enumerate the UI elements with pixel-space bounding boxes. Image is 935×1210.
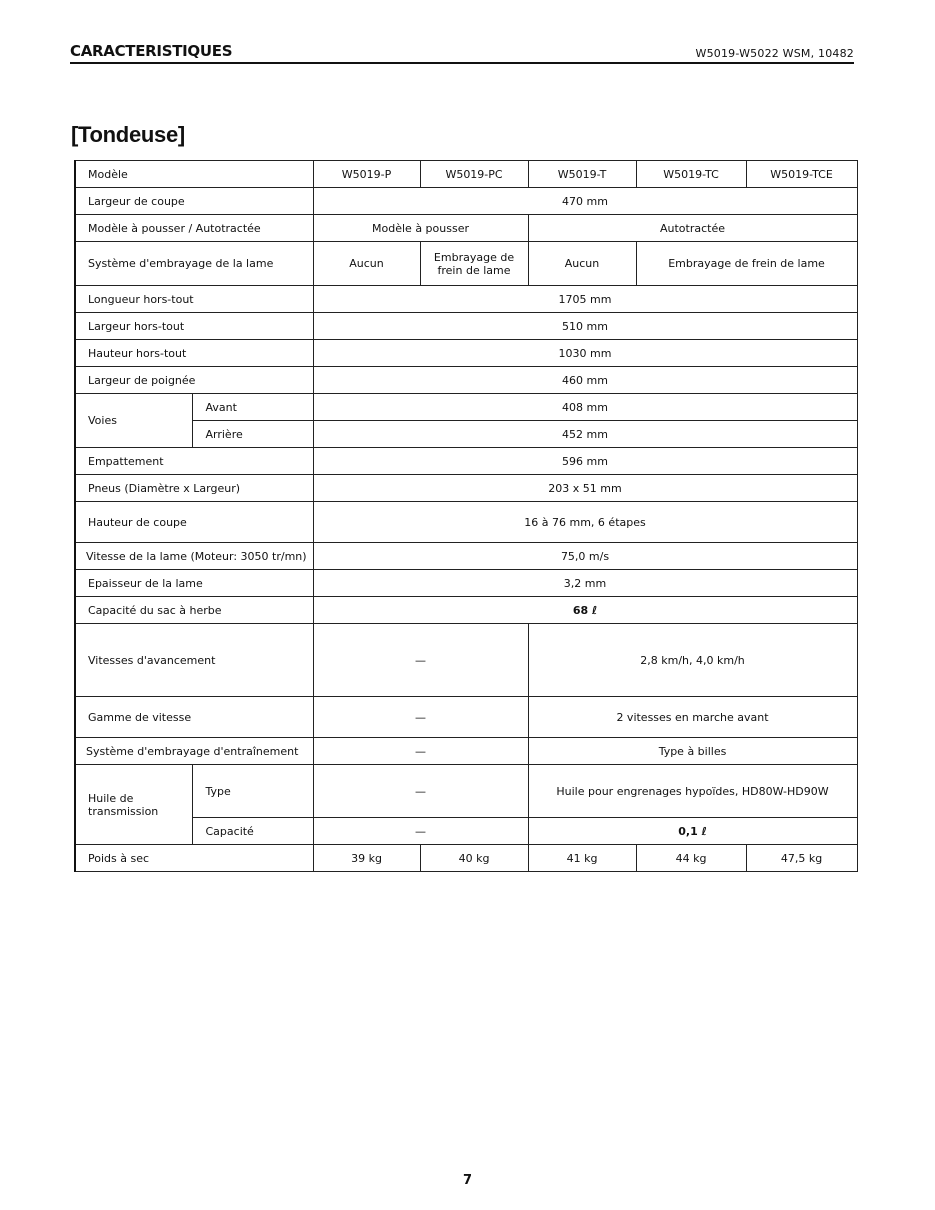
table-row bbox=[75, 448, 857, 475]
row-label-drive-clutch: Système d'embrayage d'entraînement bbox=[75, 738, 313, 765]
row-label-wheelbase: Empattement bbox=[75, 448, 313, 475]
table-row bbox=[75, 286, 857, 313]
table-row bbox=[75, 242, 857, 286]
row-label-tires: Pneus (Diamètre x Largeur) bbox=[75, 475, 313, 502]
value-bag-capacity: 68 ℓ bbox=[313, 597, 857, 624]
value-drive-clutch-push: — bbox=[313, 738, 528, 765]
value-oil-type-push: — bbox=[313, 765, 528, 818]
value-travel-speed-self: 2,8 km/h, 4,0 km/h bbox=[528, 624, 857, 697]
table-row bbox=[75, 570, 857, 597]
sub-label-oil-capacity: Capacité bbox=[192, 818, 313, 845]
row-label-handle-width: Largeur de poignée bbox=[75, 367, 313, 394]
row-label-cut-width: Largeur de coupe bbox=[75, 188, 313, 215]
table-row bbox=[75, 215, 857, 242]
table-row bbox=[75, 313, 857, 340]
table-row bbox=[75, 845, 857, 872]
value-tires: 203 x 51 mm bbox=[313, 475, 857, 502]
table-row bbox=[75, 624, 857, 697]
page-header bbox=[70, 38, 854, 64]
section-title: CARACTERISTIQUES bbox=[70, 42, 233, 60]
row-label-dry-weight: Poids à sec bbox=[75, 845, 313, 872]
sub-label-front: Avant bbox=[192, 394, 313, 421]
table-row bbox=[75, 738, 857, 765]
value-handle-width: 460 mm bbox=[313, 367, 857, 394]
value-drive-clutch-self: Type à billes bbox=[528, 738, 857, 765]
value-width: 510 mm bbox=[313, 313, 857, 340]
value-travel-speed-push: — bbox=[313, 624, 528, 697]
value-oil-capacity-self: 0,1 ℓ bbox=[528, 818, 857, 845]
value-oil-capacity-push: — bbox=[313, 818, 528, 845]
value-track-rear: 452 mm bbox=[313, 421, 857, 448]
model-cell: W5019-TC bbox=[636, 161, 746, 188]
table-row bbox=[75, 765, 857, 818]
value-cut-height: 16 à 76 mm, 6 étapes bbox=[313, 502, 857, 543]
table-row bbox=[75, 340, 857, 367]
table-row bbox=[75, 543, 857, 570]
row-label-height: Hauteur hors-tout bbox=[75, 340, 313, 367]
row-label-cut-height: Hauteur de coupe bbox=[75, 502, 313, 543]
row-label-blade-clutch: Système d'embrayage de la lame bbox=[75, 242, 313, 286]
model-cell: W5019-PC bbox=[420, 161, 528, 188]
model-cell: W5019-TCE bbox=[746, 161, 857, 188]
value-height: 1030 mm bbox=[313, 340, 857, 367]
specification-table bbox=[74, 160, 858, 872]
row-label-speed-range: Gamme de vitesse bbox=[75, 697, 313, 738]
model-cell: W5019-T bbox=[528, 161, 636, 188]
weight-cell: 40 kg bbox=[420, 845, 528, 872]
page-title: [Tondeuse] bbox=[71, 122, 185, 147]
row-label-travel-speed: Vitesses d'avancement bbox=[75, 624, 313, 697]
row-label-track: Voies bbox=[75, 394, 192, 448]
table-row bbox=[75, 818, 857, 845]
document-reference: W5019-W5022 WSM, 10482 bbox=[695, 47, 854, 60]
row-label-length: Longueur hors-tout bbox=[75, 286, 313, 313]
table-row bbox=[75, 475, 857, 502]
value-track-front: 408 mm bbox=[313, 394, 857, 421]
row-label-blade-thickness: Epaisseur de la lame bbox=[75, 570, 313, 597]
value-blade-clutch: Embrayage de frein de lame bbox=[636, 242, 857, 286]
row-label-transmission-oil: Huile de transmission bbox=[75, 765, 192, 845]
table-row bbox=[75, 367, 857, 394]
value-cut-width: 470 mm bbox=[313, 188, 857, 215]
value-oil-type-self: Huile pour engrenages hypoïdes, HD80W-HD90W bbox=[528, 765, 857, 818]
weight-cell: 44 kg bbox=[636, 845, 746, 872]
value-wheelbase: 596 mm bbox=[313, 448, 857, 475]
value-blade-clutch: Embrayage de frein de lame bbox=[420, 242, 528, 286]
sub-label-rear: Arrière bbox=[192, 421, 313, 448]
value-blade-speed: 75,0 m/s bbox=[313, 543, 857, 570]
value-type-push: Modèle à pousser bbox=[313, 215, 528, 242]
value-length: 1705 mm bbox=[313, 286, 857, 313]
table-row bbox=[75, 161, 857, 188]
row-label-type: Modèle à pousser / Autotractée bbox=[75, 215, 313, 242]
table-row bbox=[75, 421, 857, 448]
value-speed-range-push: — bbox=[313, 697, 528, 738]
row-label-bag-capacity: Capacité du sac à herbe bbox=[75, 597, 313, 624]
table-row bbox=[75, 394, 857, 421]
weight-cell: 41 kg bbox=[528, 845, 636, 872]
model-cell: W5019-P bbox=[313, 161, 420, 188]
value-blade-clutch: Aucun bbox=[528, 242, 636, 286]
row-label-blade-speed: Vitesse de la lame (Moteur: 3050 tr/mn) bbox=[75, 543, 313, 570]
weight-cell: 47,5 kg bbox=[746, 845, 857, 872]
value-speed-range-self: 2 vitesses en marche avant bbox=[528, 697, 857, 738]
table-row bbox=[75, 188, 857, 215]
value-blade-clutch: Aucun bbox=[313, 242, 420, 286]
table-row bbox=[75, 502, 857, 543]
value-blade-thickness: 3,2 mm bbox=[313, 570, 857, 597]
page-number: 7 bbox=[462, 1173, 473, 1188]
table-row bbox=[75, 597, 857, 624]
row-label-width: Largeur hors-tout bbox=[75, 313, 313, 340]
row-label-model: Modèle bbox=[75, 161, 313, 188]
weight-cell: 39 kg bbox=[313, 845, 420, 872]
table-row bbox=[75, 697, 857, 738]
value-type-self: Autotractée bbox=[528, 215, 857, 242]
sub-label-oil-type: Type bbox=[192, 765, 313, 818]
